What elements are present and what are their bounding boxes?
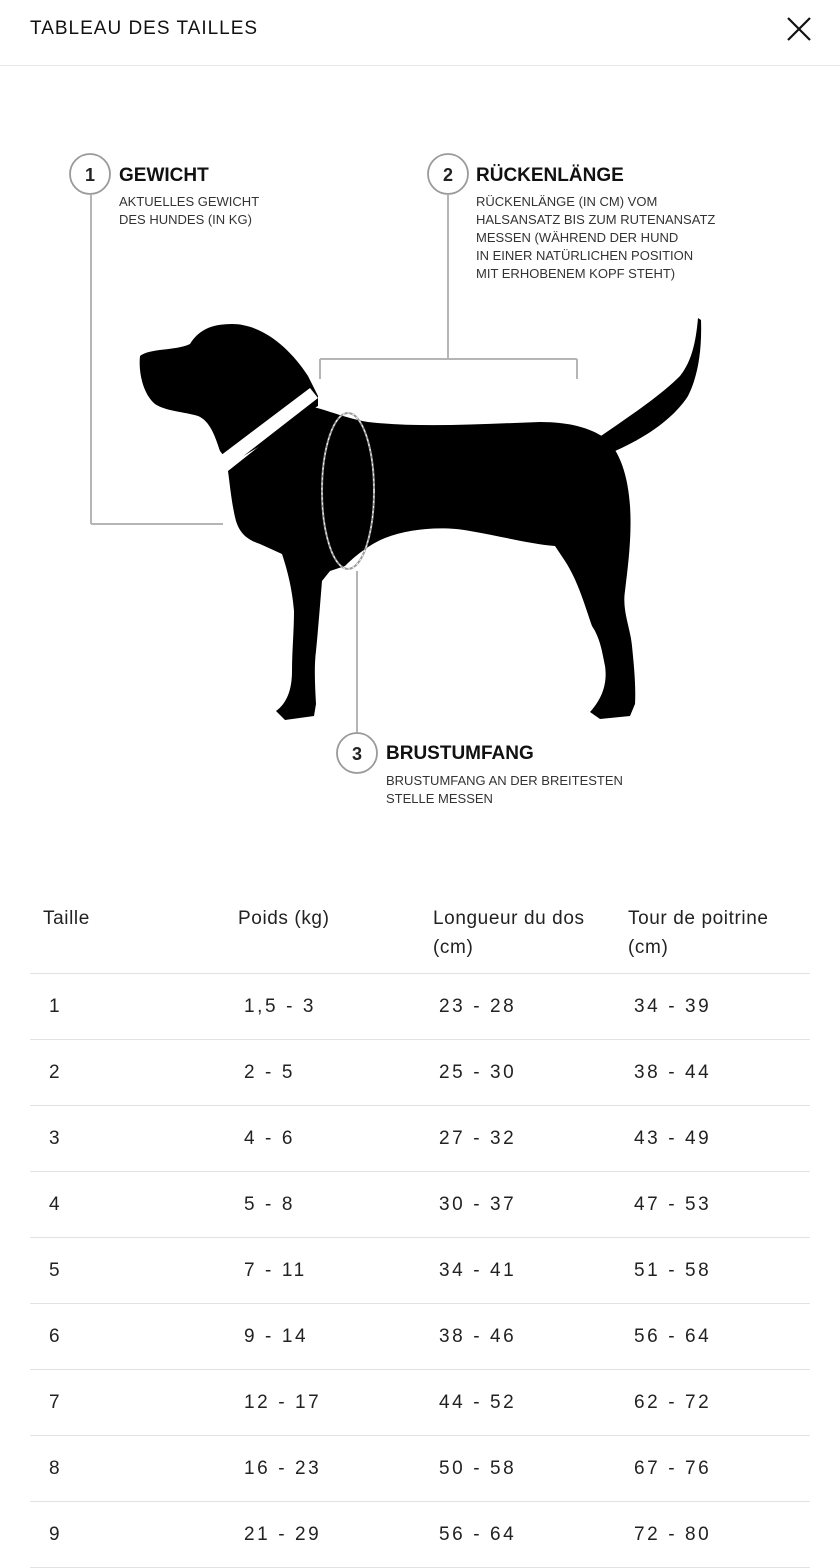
table-row: [30, 1040, 810, 1106]
close-button[interactable]: [780, 10, 818, 48]
cell-longueur-dos: 38 - 46: [439, 1325, 517, 1347]
measure-2-desc-line: RÜCKENLÄNGE (IN CM) VOM: [476, 194, 658, 209]
table-row: [30, 1106, 810, 1172]
measure-1-desc-line: DES HUNDES (IN KG): [119, 212, 252, 227]
cell-tour-poitrine: 62 - 72: [634, 1391, 712, 1413]
column-header-taille: Taille: [43, 908, 90, 929]
cell-taille: 8: [49, 1457, 63, 1479]
table-row: [30, 1502, 810, 1568]
table-body: [30, 974, 810, 1568]
measure-2-title: RÜCKENLÄNGE: [476, 165, 624, 186]
measure-2-desc-line: HALSANSATZ BIS ZUM RUTENANSATZ: [476, 212, 716, 227]
table-row: [30, 1172, 810, 1238]
modal-header: [0, 0, 840, 66]
table-header-row: [30, 886, 810, 974]
measure-1-title: GEWICHT: [119, 165, 209, 186]
dog-measurement-illustration: [0, 66, 840, 866]
measure-2-marker: [428, 154, 468, 194]
cell-tour-poitrine: 34 - 39: [634, 995, 712, 1017]
cell-tour-poitrine: 47 - 53: [634, 1193, 712, 1215]
table-row: [30, 1238, 810, 1304]
measure-3-title: BRUSTUMFANG: [386, 743, 534, 764]
cell-tour-poitrine: 38 - 44: [634, 1061, 712, 1083]
table-row: [30, 974, 810, 1040]
cell-longueur-dos: 25 - 30: [439, 1061, 517, 1083]
measurement-diagram: [0, 66, 840, 866]
modal-title: TABLEAU DES TAILLES: [30, 18, 259, 39]
measure-3-desc-line: STELLE MESSEN: [386, 791, 493, 806]
cell-taille: 6: [49, 1325, 63, 1347]
cell-longueur-dos: 44 - 52: [439, 1391, 517, 1413]
cell-poids: 21 - 29: [244, 1523, 322, 1545]
cell-poids: 1,5 - 3: [244, 995, 317, 1017]
table-row: [30, 1370, 810, 1436]
measure-1-number: 1: [84, 165, 96, 185]
cell-poids: 16 - 23: [244, 1457, 322, 1479]
cell-taille: 7: [49, 1391, 63, 1413]
cell-longueur-dos: 50 - 58: [439, 1457, 517, 1479]
measure-1-desc-line: AKTUELLES GEWICHT: [119, 194, 260, 209]
column-header-poids: Poids (kg): [238, 908, 330, 929]
cell-poids: 7 - 11: [244, 1259, 307, 1281]
measure-3-number: 3: [351, 744, 363, 764]
cell-tour-poitrine: 56 - 64: [634, 1325, 712, 1347]
cell-taille: 9: [49, 1523, 63, 1545]
cell-longueur-dos: 23 - 28: [439, 995, 517, 1017]
close-icon[interactable]: [780, 10, 818, 48]
cell-tour-poitrine: 43 - 49: [634, 1127, 712, 1149]
cell-longueur-dos: 34 - 41: [439, 1259, 517, 1281]
cell-taille: 1: [49, 995, 63, 1017]
cell-tour-poitrine: 51 - 58: [634, 1259, 712, 1281]
cell-taille: 4: [49, 1193, 63, 1215]
cell-poids: 9 - 14: [244, 1325, 309, 1347]
cell-longueur-dos: 27 - 32: [439, 1127, 517, 1149]
cell-poids: 5 - 8: [244, 1193, 296, 1215]
measure-3-desc-line: BRUSTUMFANG AN DER BREITESTEN: [386, 773, 623, 788]
measure-3-marker: [337, 733, 377, 773]
cell-longueur-dos: 56 - 64: [439, 1523, 517, 1545]
cell-taille: 3: [49, 1127, 63, 1149]
cell-tour-poitrine: 67 - 76: [634, 1457, 712, 1479]
column-header-longueur-dos: Longueur du dos (cm): [433, 908, 585, 958]
measure-2-desc-line: MIT ERHOBENEM KOPF STEHT): [476, 266, 676, 281]
cell-poids: 4 - 6: [244, 1127, 296, 1149]
measure-2-number: 2: [442, 165, 454, 185]
cell-poids: 2 - 5: [244, 1061, 296, 1083]
measure-1-marker: [70, 154, 110, 194]
cell-taille: 2: [49, 1061, 63, 1083]
measure-2-desc-line: IN EINER NATÜRLICHEN POSITION: [476, 248, 694, 263]
cell-tour-poitrine: 72 - 80: [634, 1523, 712, 1545]
measure-2-desc-line: MESSEN (WÄHREND DER HUND: [476, 230, 679, 245]
size-table: [30, 886, 810, 1568]
dog-silhouette: [140, 318, 701, 720]
cell-poids: 12 - 17: [244, 1391, 322, 1413]
cell-longueur-dos: 30 - 37: [439, 1193, 517, 1215]
table-row: [30, 1304, 810, 1370]
cell-taille: 5: [49, 1259, 63, 1281]
table-row: [30, 1436, 810, 1502]
column-header-tour-poitrine: Tour de poitrine (cm): [628, 908, 769, 958]
